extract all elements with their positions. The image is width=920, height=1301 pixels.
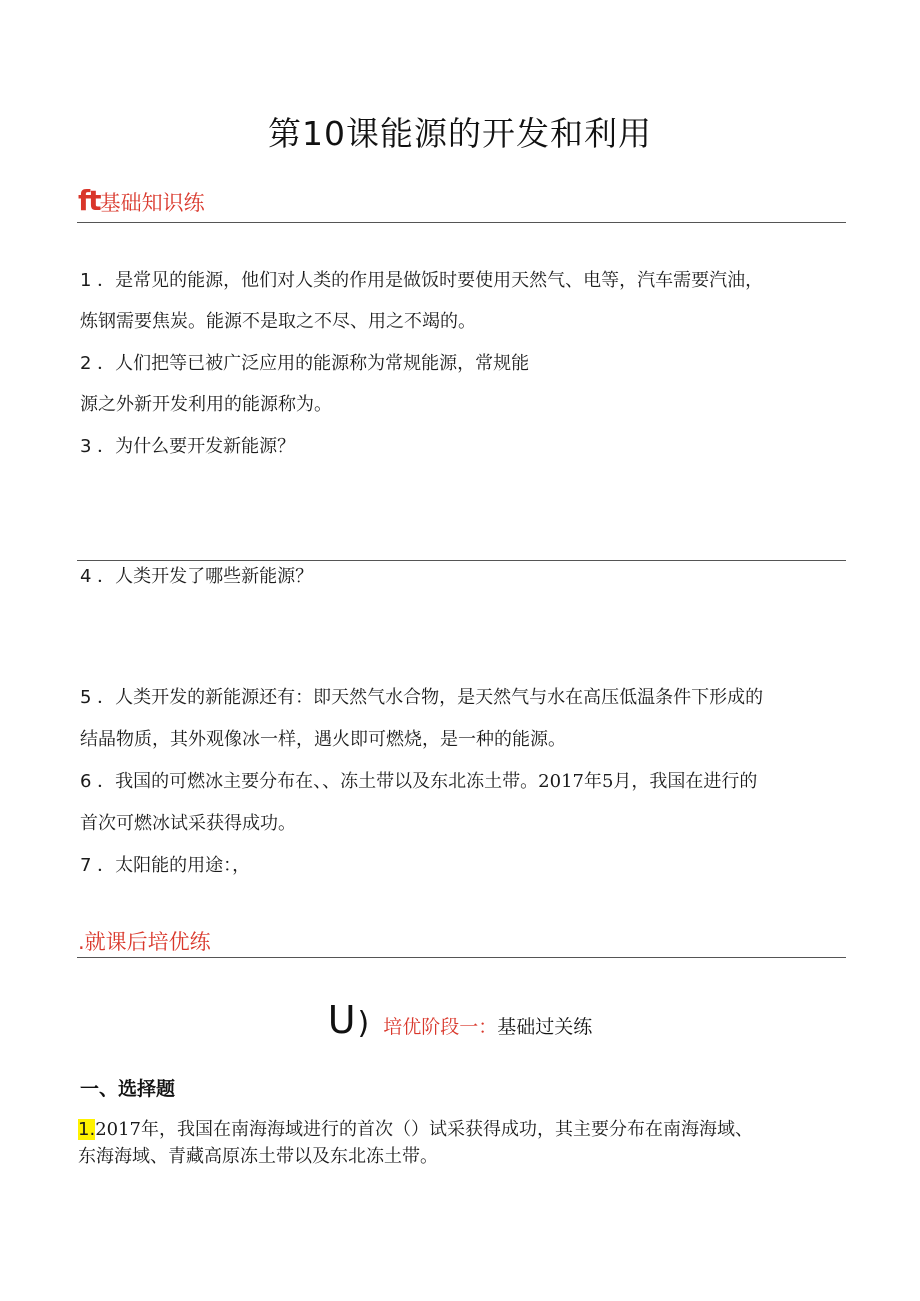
item-number: 1	[80, 270, 92, 291]
section-divider	[77, 957, 846, 958]
question-item-2-line1	[80, 351, 529, 377]
stage-u-icon: U	[327, 998, 356, 1042]
item-number: 5	[80, 687, 92, 708]
question-item-5-line1	[80, 685, 763, 711]
item-text: ．太阳能的用途：，	[91, 855, 251, 876]
question-item-5-line2: 结晶物质，其外观像冰一样，遇火即可燃烧，是一种的能源。	[80, 729, 566, 750]
question-item-7	[80, 853, 250, 879]
question-item-1-line1	[80, 268, 763, 294]
answer-line	[77, 560, 846, 561]
section-header-after-class: .就课后培优练	[78, 930, 211, 954]
stage-label: 培优阶段一：	[383, 1016, 498, 1038]
item-text: ．人们把等已被广泛应用的能源称为常规能源，常规能	[91, 353, 530, 374]
question-item-6-line1	[80, 769, 757, 795]
item-number: 3	[80, 436, 92, 457]
item-text: ．人类开发的新能源还有：即天然气水合物，是天然气与水在高压低温条件下形成的	[91, 687, 764, 708]
item-number: 4	[80, 566, 92, 587]
stage-title: 基础过关练	[497, 1016, 593, 1038]
item-number: 7	[80, 855, 92, 876]
section-divider	[77, 222, 846, 223]
item-number: 6	[80, 771, 92, 792]
stage-paren: )	[357, 1006, 370, 1041]
item-number: 2	[80, 353, 92, 374]
item-text: ．为什么要开发新能源？	[91, 436, 296, 457]
question-item-6-line2: 首次可燃冰试采获得成功。	[80, 813, 296, 834]
section-header-basic	[78, 184, 205, 217]
question-item-3	[80, 434, 295, 460]
item-text: ．人类开发了哪些新能源？	[91, 566, 314, 587]
choice-question-1-line1	[78, 1117, 753, 1143]
question-number-highlight: 1.	[78, 1119, 96, 1140]
item-text: ．是常见的能源，他们对人类的作用是做饭时要使用天然气、电等，汽车需要汽油，	[91, 270, 764, 291]
question-item-1-line2: 炼钢需要焦炭。能源不是取之不尽、用之不竭的。	[80, 311, 476, 332]
subhead-choice: 一、选择题	[80, 1078, 176, 1100]
section-label: 基础知识练	[99, 191, 205, 215]
question-item-2-line2: 源之外新开发利用的能源称为。	[80, 394, 332, 415]
stage-header	[0, 998, 920, 1042]
question-text: 2017年，我国在南海海域进行的首次（）试采获得成功，其主要分布在南海海域、	[95, 1119, 753, 1140]
item-text: ．我国的可燃冰主要分布在、、冻土带以及东北冻土带。2017年5月，我国在进行的	[91, 771, 758, 792]
choice-question-1-line2: 东海海域、青藏高原冻土带以及东北冻土带。	[78, 1146, 438, 1167]
section-mark: ft	[78, 184, 100, 217]
question-item-4	[80, 564, 313, 590]
page-title: 第10课能源的开发和利用	[268, 114, 652, 153]
